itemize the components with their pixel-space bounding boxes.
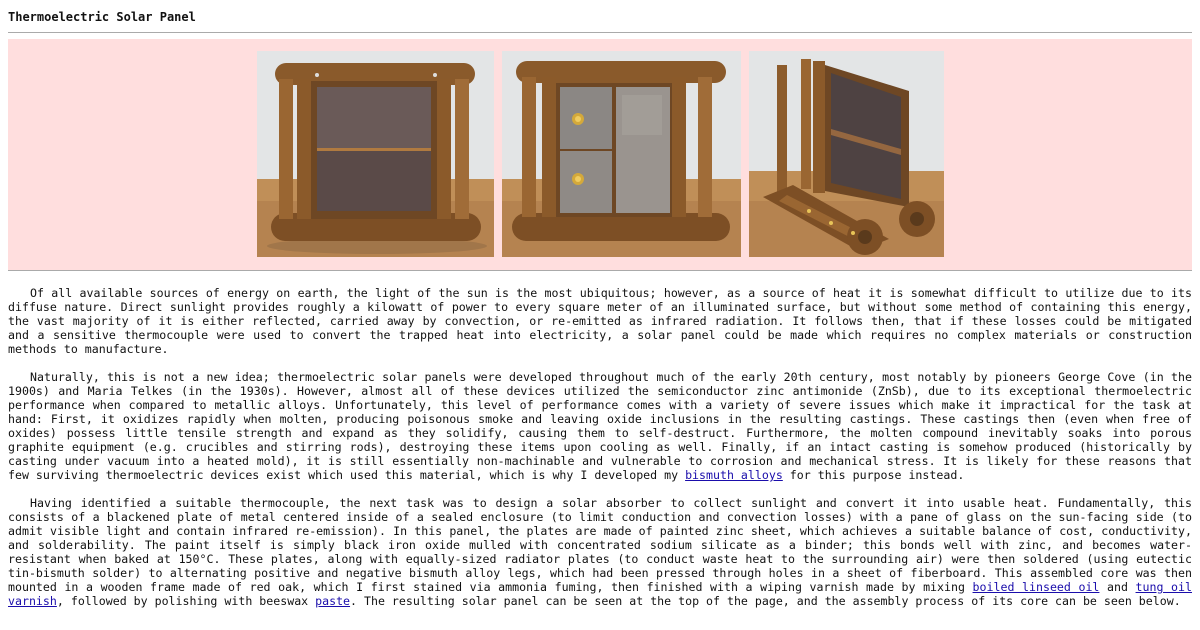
- bismuth-alloys-link[interactable]: bismuth alloys: [685, 468, 783, 482]
- photo-banner: [8, 39, 1192, 270]
- paragraph-design-and: and: [1099, 580, 1136, 594]
- photo-side[interactable]: [749, 51, 944, 257]
- paragraph-history-text: Naturally, this is not a new idea; thermoelectric solar panels were developed throughout much of the early 20th century, most notably by pioneers George Cove (in the 1900s) and Maria Telkes (in the 1930s). However, almost all of these devices utilized the semiconductor zinc antimonide (ZnSb), due to its exceptional thermoelectric performance when compared to metallic alloys. Unfortunately, this level of performance comes with a variety of severe issues which make it impractical for the task at hand: First, it oxidizes rapidly when molten, producing poisonous smoke and leaving oxide inclusions in the resulting castings. These castings then (even when free of oxides) possess little tensile strength and expand as they solidify, causing them to self-destruct. Furthermore, the molten compound inevitably soaks into porous graphite equipment (e.g. crucibles and stirring rods), destroying these items upon cooling as well. Finally, if an intact casting is somehow produced (historically by casting under vacuum into a heated mold), it is still essentially non-machinable and vulnerable to corrosion and mechanical stress. It is likely for these reasons that few surviving thermoelectric devices exist which used this material, which is why I developed my: [8, 370, 1192, 482]
- boiled-linseed-oil-link[interactable]: boiled linseed oil: [972, 580, 1100, 594]
- paragraph-design-mid: , followed by polishing with beeswax: [56, 594, 316, 608]
- top-divider: [8, 32, 1192, 33]
- paragraph-design-end: . The resulting solar panel can be seen at the top of the page, and the assembly process of its core can be seen below.: [350, 594, 1181, 608]
- photo-front[interactable]: [257, 51, 494, 257]
- page-title: Thermoelectric Solar Panel: [8, 10, 196, 24]
- tung-oil-varnish-link[interactable]: tung oil varnish: [8, 580, 1192, 608]
- photo-rear[interactable]: [502, 51, 741, 257]
- paragraph-intro: Of all available sources of energy on earth, the light of the sun is the most ubiquitous; however, as a source of heat it is somewhat difficult to utilize due to its diffuse nature. Direct sunlight provides roughly a kilowatt of power to every square meter of an illuminated surface, but without some method of containing this energy, the vast majority of it is either reflected, carried away by convection, or re-emitted as infrared radiation. It follows then, that if these losses could be mitigated and a sensitive thermocouple were used to convert the trapped heat into electricity, a solar panel could be made which requires no complex materials or construction methods to manufacture.: [8, 286, 1192, 356]
- paragraph-design: [8, 496, 1192, 608]
- bottom-divider: [8, 270, 1192, 271]
- paragraph-history: [8, 370, 1192, 482]
- photo-strip: [257, 51, 944, 257]
- paste-link[interactable]: paste: [315, 594, 351, 608]
- paragraph-history-end: for this purpose instead.: [782, 468, 965, 482]
- article-body: [8, 286, 1192, 608]
- paragraph-design-text: Having identified a suitable thermocouple, the next task was to design a solar absorber to collect sunlight and convert it into usable heat. Fundamentally, this consists of a blackened plate of metal centered inside of a sealed enclosure (to limit conduction and convection losses) with a pane of glass on the sun-facing side (to admit visible light and contain infrared re-emission). In this panel, the plates are made of painted zinc sheet, which achieves a suitable balance of cost, conductivity, and solderability. The paint itself is simply black iron oxide mulled with concentrated sodium silicate as a binder; this bonds well with zinc, and becomes water-resistant when baked at 150°C. These plates, along with equally-sized radiator plates (to conduct waste heat to the surrounding air) were then soldered (using eutectic tin-bismuth solder) to alternating positive and negative bismuth alloy legs, which had been pressed through holes in a sheet of fiberboard. This assembled core was then mounted in a wooden frame made of red oak, which I first stained via ammonia fuming, then finished with a wiping varnish made by mixing: [8, 496, 1192, 594]
